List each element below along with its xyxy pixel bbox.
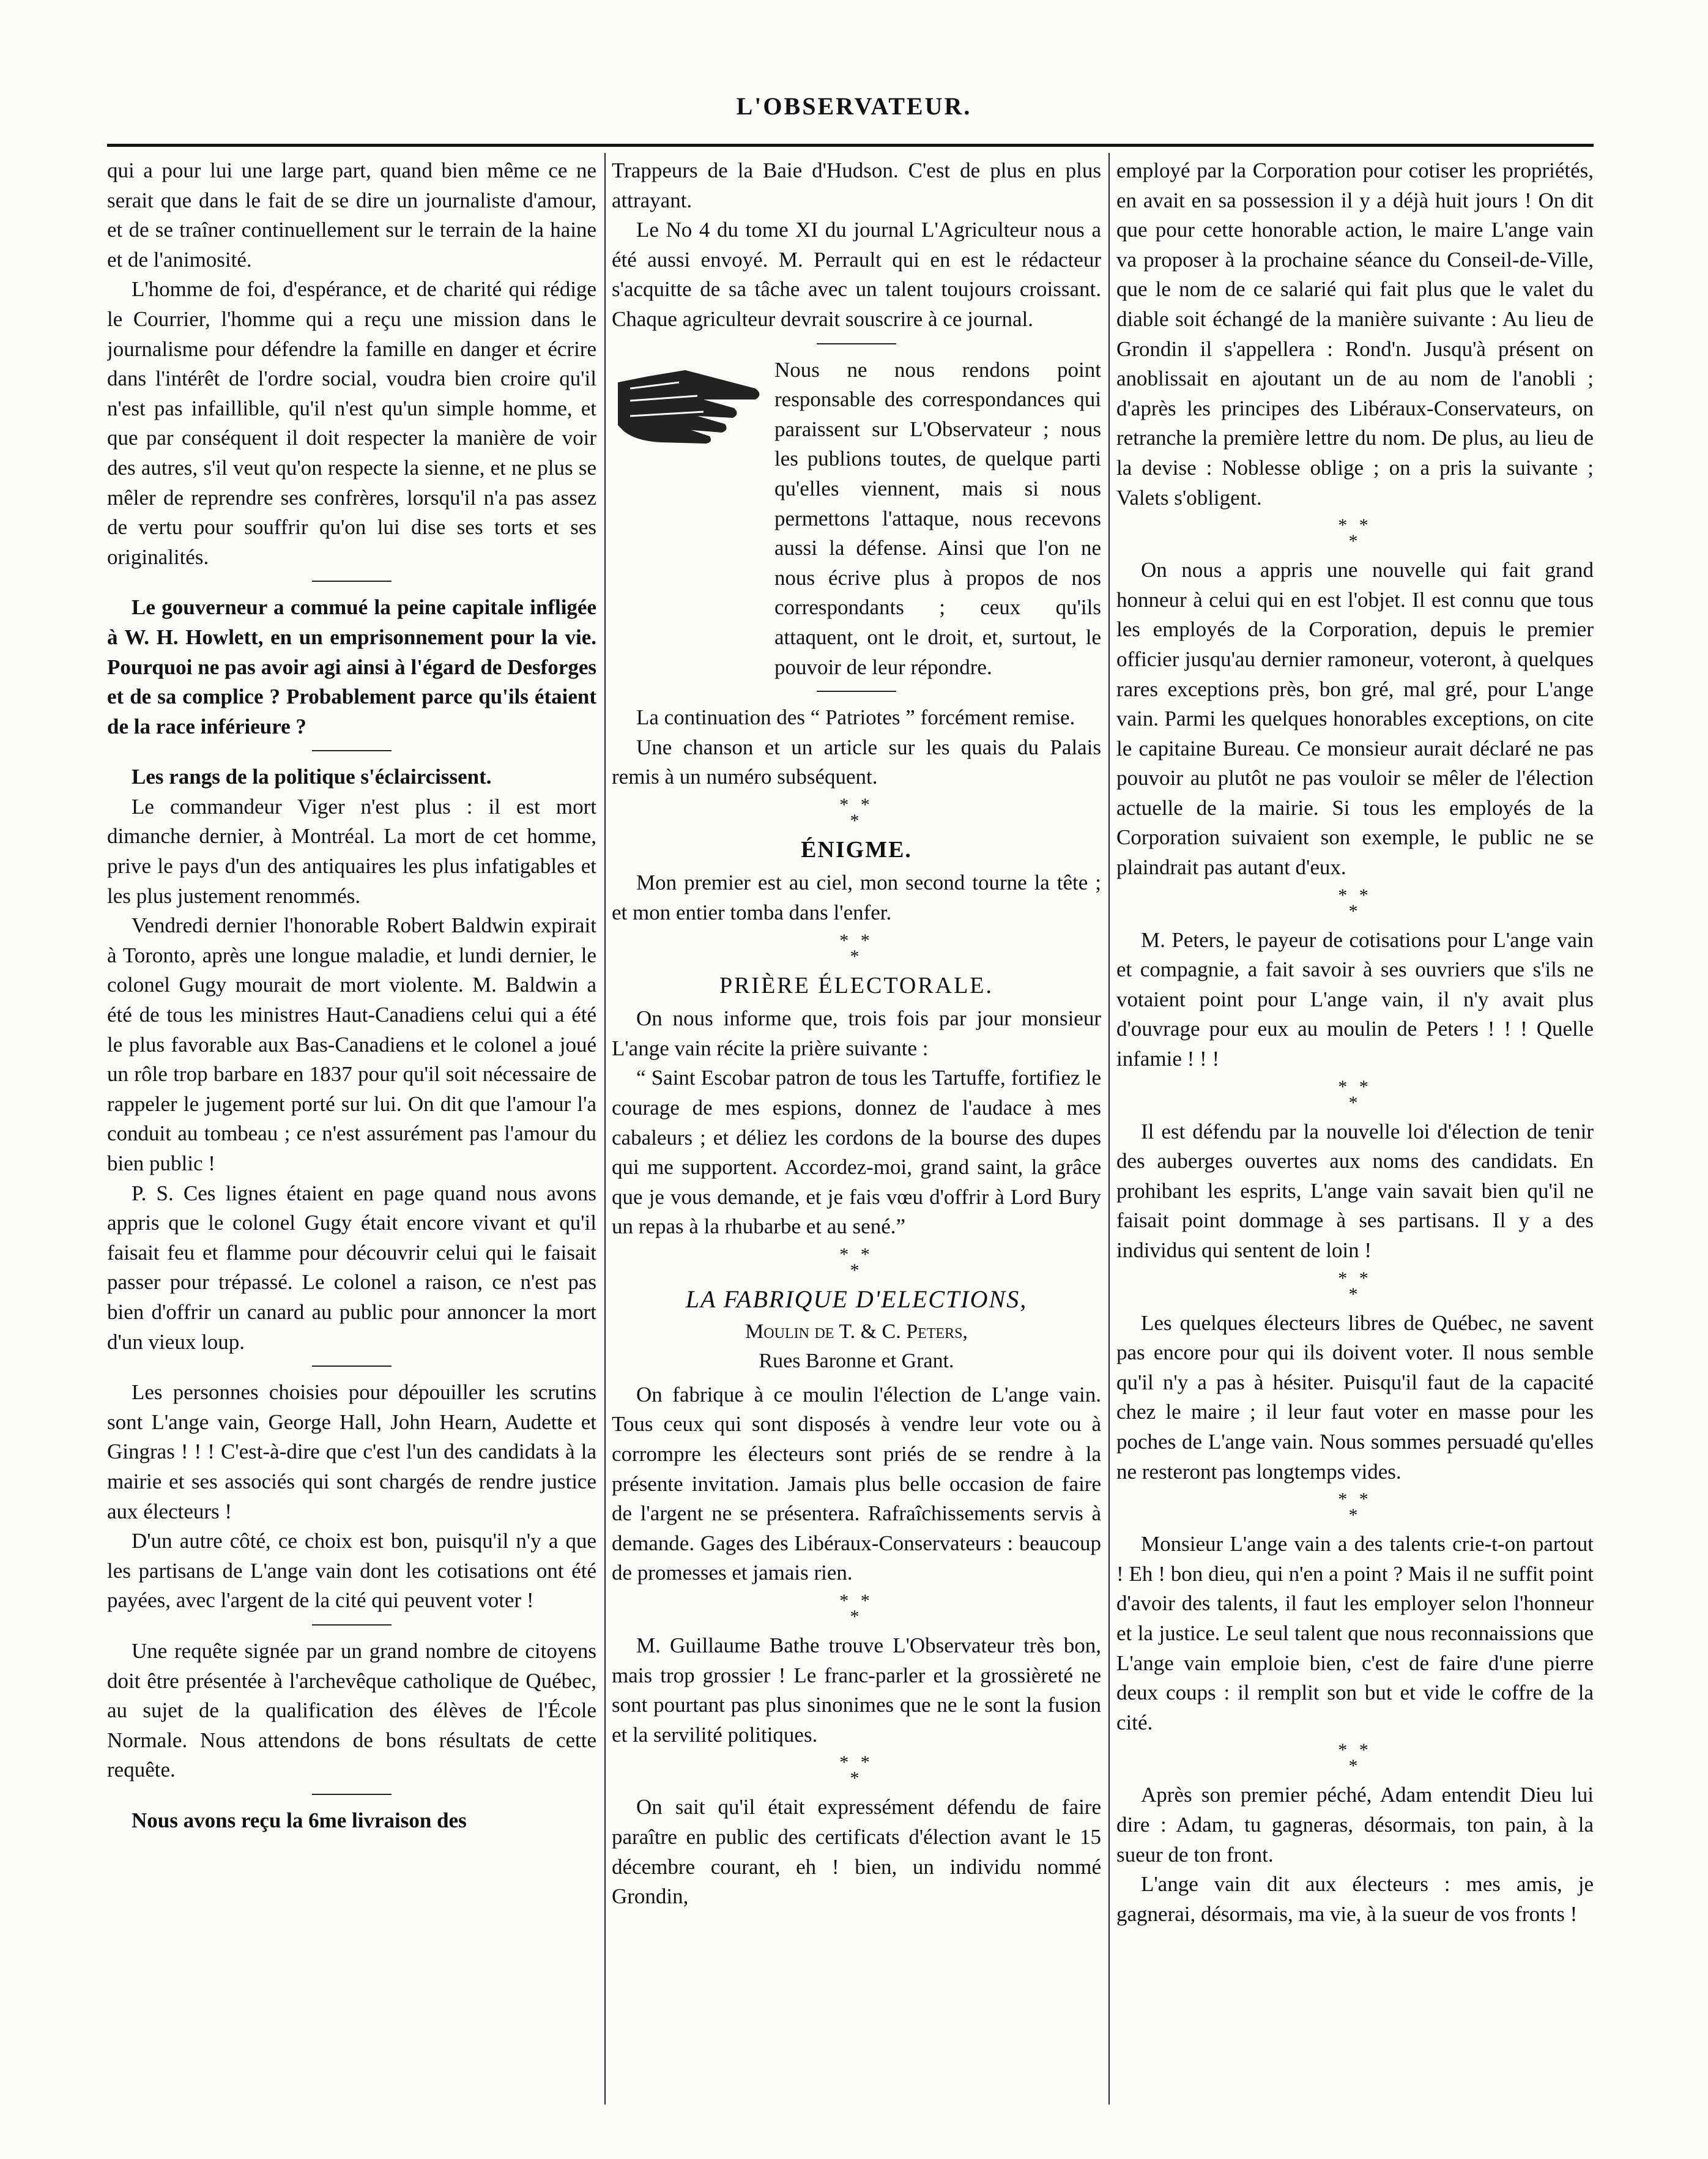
asterism: * * * — [1338, 515, 1372, 552]
asterism: * * * — [1338, 1740, 1372, 1777]
asterism: * * * — [839, 1244, 874, 1280]
asterism: * * * — [839, 930, 874, 967]
pointing-hand-icon — [612, 358, 765, 450]
article-paragraph: qui a pour lui une large part, quand bien même ce ne serait que dans le fait de se dire un journaliste d'amour, et de se traîner continuellement sur le terrain de la haine et de l'animosité. — [107, 158, 596, 272]
article-paragraph: Nous avons reçu la 6me livraison des — [132, 1808, 467, 1832]
asterism: * * * — [1338, 1489, 1372, 1526]
asterism: * * * — [839, 1590, 874, 1627]
article-paragraph: On nous a appris une nouvelle qui fait grand honneur à celui qui en est l'objet. Il est connu que tous les employés de la Corporation, depuis le premier officier jusqu'au dernier ramoneur, voteront, à quelques rares exceptions près, bon gré, mal gré, pour L'ange vain. Parmi les quelques honorables exceptions, on cite le capitaine Bureau. Ce monsieur aurait déclaré ne pas pouvoir au plutôt ne pas vouloir se mêler de l'élection actuelle de la mairie. Si tous les employés de la Corporation suivaient son exemple, le public ne se plaindrait pas autant d'eux. — [1116, 558, 1594, 880]
asterism: * * * — [1338, 1268, 1372, 1304]
article-paragraph: Le commandeur Viger n'est plus : il est mort dimanche dernier, à Montréal. La mort de cet homme, prive le pays d'un des antiquaires les plus infatigables et les plus justement renommés. — [107, 794, 596, 908]
article-paragraph: On nous informe que, trois fois par jour monsieur L'ange vain récite la prière suivante : — [612, 1006, 1101, 1060]
column-3 — [1116, 156, 1594, 2101]
top-rule — [107, 144, 1594, 147]
article-paragraph: Trappeurs de la Baie d'Hudson. C'est de plus en plus attrayant. — [612, 158, 1101, 212]
article-paragraph: Une requête signée par un grand nombre de citoyens doit être présentée à l'archevêque catholique de Québec, au sujet de la qualification des élèves de l'École Normale. Nous attendons de bons résultats de cette requête. — [107, 1638, 596, 1782]
article-paragraph: On sait qu'il était expressément défendu de faire paraître en public des certificats d'élection avant le 15 décembre courant, eh ! bien, un individu nommé Grondin, — [612, 1795, 1101, 1909]
article-paragraph: M. Guillaume Bathe trouve L'Observateur très bon, mais trop grossier ! Le franc-parler et la grossièreté ne sont pourtant pas plus sinonimes que ne le sont la fusion et la servilité politiques. — [612, 1633, 1101, 1747]
article-paragraph: “ Saint Escobar patron de tous les Tartuffe, fortifiez le courage de mes espions, donnez de l'audace à mes cabaleurs ; et déliez les cordons de la bourse des dupes qui me supportent. Accordez-moi, grand saint, la grâce que je vous demande, et je fais vœu d'offrir à Lord Bury un repas à la rhubarbe et au sené.” — [612, 1066, 1101, 1239]
section-heading: ÉNIGME. — [801, 836, 912, 863]
column-rule-2 — [1108, 153, 1110, 2105]
separator — [817, 691, 896, 692]
article-paragraph: Une chanson et un article sur les quais du Palais remis à un numéro subséquent. — [612, 735, 1101, 789]
article-paragraph: Après son premier péché, Adam entendit Dieu lui dire : Adam, tu gagneras, désormais, ton pain, à la sueur de ton front. — [1116, 1783, 1594, 1867]
column-1 — [107, 156, 596, 2101]
article-paragraph: L'homme de foi, d'espérance, et de charité qui rédige le Courrier, l'homme qui a reçu une mission dans le journalisme pour défendre la famille en danger et écrire dans l'intérêt de l'ordre social, voudra bien croire qu'il n'est pas infaillible, qu'il n'est qu'un simple homme, et que par conséquent il doit respecter la manière de voir des autres, s'il veut qu'on respecte la sienne, et ne plus se mêler de reprendre ses confrères, lorsqu'il n'a pas assez de vertu pour souffrir qu'on lui dise ses torts et ses originalités. — [107, 277, 596, 569]
separator — [312, 581, 392, 582]
separator — [312, 750, 392, 751]
section-subheading: Moulin de T. & C. Peters, — [745, 1320, 968, 1343]
article-paragraph: Le No 4 du tome XI du journal L'Agriculteur nous a été aussi envoyé. M. Perrault qui en est le rédacteur s'acquitte de sa tâche avec un talent toujours croissant. Chaque agriculteur devrait souscrire à ce journal. — [612, 218, 1101, 331]
asterism: * * * — [1338, 1076, 1372, 1113]
notice-block — [612, 355, 1101, 683]
asterism: * * * — [839, 794, 874, 831]
article-paragraph: Monsieur L'ange vain a des talents crie-t-on partout ! Eh ! bon dieu, qui n'en a point ? Mais il ne suffit point d'avoir des talents, il faut les employer selon l'honneur et la justice. Le seul talent que nous reconnaissions que L'ange vain emploie bien, c'est de faire d'une pierre deux coups : il remplit son but et vide le coffre de la cité. — [1116, 1532, 1594, 1734]
asterism: * * * — [1338, 885, 1372, 921]
article-paragraph: Il est défendu par la nouvelle loi d'élection de tenir des auberges ouvertes aux noms des candidats. En prohibant les esprits, L'ange vain savait bien qu'il ne faisait point dommage à ses partisans. Il y a des individus qui sentent de loin ! — [1116, 1119, 1594, 1262]
article-paragraph: Nous ne nous rendons point responsable des correspondances qui paraissent sur L'Observateur ; nous les publions toutes, de quelque parti qu'elles viennent, mais si nous permettons l'attaque, nous recevons aussi la défense. Ainsi que l'on ne nous écrive plus à propos de nos correspondants ; ceux qu'ils attaquent, ont le droit, et, surtout, le pouvoir de leur répondre. — [774, 357, 1101, 679]
column-2 — [612, 156, 1101, 2101]
article-paragraph: employé par la Corporation pour cotiser les propriétés, en avait en sa possession il y a déjà huit jours ! On dit que pour cette honorable action, le maire L'ange vain va proposer à la prochaine séance du Conseil-de-Ville, que le nom de ce salarié qui fait plus que le valet du diable soit échangé de la manière suivante : Au lieu de Grondin il s'appellera : Rond'n. Jusqu'à présent on anoblissait en ajoutant un de au nom de l'anobli ; d'après les principes des Libéraux-Conservateurs, on retranche la première lettre du nom. De plus, au lieu de la devise : Noblesse oblige ; on a pris la suivante ; Valets s'obligent. — [1116, 158, 1594, 510]
article-paragraph: La continuation des “ Patriotes ” forcément remise. — [636, 705, 1075, 730]
article-paragraph: L'ange vain dit aux électeurs : mes amis, je gagnerai, désormais, ma vie, à la sueur de vos fronts ! — [1116, 1872, 1594, 1926]
article-paragraph: Le gouverneur a commué la peine capitale infligée à W. H. Howlett, en un emprisonnement pour la vie. Pourquoi ne pas avoir agi ainsi à l'égard de Desforges et de sa complice ? Probablement parce qu'ils étaient de la race inférieure ? — [107, 595, 596, 738]
asterism: * * * — [839, 1752, 874, 1789]
article-paragraph: P. S. Ces lignes étaient en page quand nous avons appris que le colonel Gugy était encore vivant et qu'il faisait feu et flamme pour découvrir celui qui le faisait passer pour trépassé. Le colonel a raison, ce n'est pas bien d'offrir un canard au public pour annoncer la mort d'un vieux loup. — [107, 1181, 596, 1354]
separator — [312, 1624, 392, 1626]
article-paragraph: D'un autre côté, ce choix est bon, puisqu'il n'y a que les partisans de L'ange vain dont les cotisations ont été payées, avec l'argent de la cité qui peuvent voter ! — [107, 1529, 596, 1613]
separator — [312, 1794, 392, 1795]
article-paragraph: On fabrique à ce moulin l'élection de L'ange vain. Tous ceux qui sont disposés à vendre leur vote ou à corrompre les électeurs sont priés de se rendre à la présente invitation. Jamais plus belle occasion de faire de l'argent ne se présentera. Rafraîchissements servis à demande. Gages des Libéraux-Conservateurs : beaucoup de promesses et jamais rien. — [612, 1382, 1101, 1585]
section-heading: PRIÈRE ÉLECTORALE. — [719, 972, 994, 998]
article-paragraph: Vendredi dernier l'honorable Robert Baldwin expirait à Toronto, après une longue maladie, et lundi dernier, le colonel Gugy mourait de mort violente. M. Baldwin a été de tous les ministres Haut-Canadiens celui qui a été le plus favorable aux Bas-Canadiens et le colonel a joué un rôle trop barbare en 1837 pour qu'il soit nécessaire de rappeler le jugement porté sur lui. On dit que l'amour l'a conduit au tombeau ; ce n'est assurément pas l'amour du bien public ! — [107, 913, 596, 1175]
masthead: L'OBSERVATEUR. — [736, 92, 972, 120]
column-rule-1 — [604, 153, 606, 2105]
article-paragraph: Les personnes choisies pour dépouiller les scrutins sont L'ange vain, George Hall, John Hearn, Audette et Gingras ! ! ! C'est-à-dire que c'est l'un des candidats à la mairie et ses associés qui sont chargés de rendre justice aux électeurs ! — [107, 1380, 596, 1523]
article-paragraph: Mon premier est au ciel, mon second tourne la tête ; et mon entier tomba dans l'enfer. — [612, 871, 1101, 925]
article-paragraph: Les quelques électeurs libres de Québec, ne savent pas encore pour qui ils doivent voter. Il nous semble qu'il n'y a pas à hésiter. Puisqu'il faut de la capacité chez le maire ; il leur faut voter en masse pour les poches de L'ange vain. Nous sommes persuadé qu'elles ne resteront pas longtemps vides. — [1116, 1310, 1594, 1484]
section-subheading: Rues Baronne et Grant. — [759, 1350, 954, 1373]
article-paragraph: M. Peters, le payeur de cotisations pour L'ange vain et compagnie, a fait savoir à ses ouvriers que s'ils ne votaient point pour L'ange vain, il n'y avait plus d'ouvrage pour eux au moulin de Peters ! ! ! Quelle infamie ! ! ! — [1116, 927, 1594, 1071]
article-paragraph: Les rangs de la politique s'éclaircissent. — [132, 765, 492, 789]
separator — [312, 1366, 392, 1367]
separator — [817, 343, 896, 344]
section-heading: LA FABRIQUE D'ELECTIONS, — [685, 1285, 1028, 1313]
